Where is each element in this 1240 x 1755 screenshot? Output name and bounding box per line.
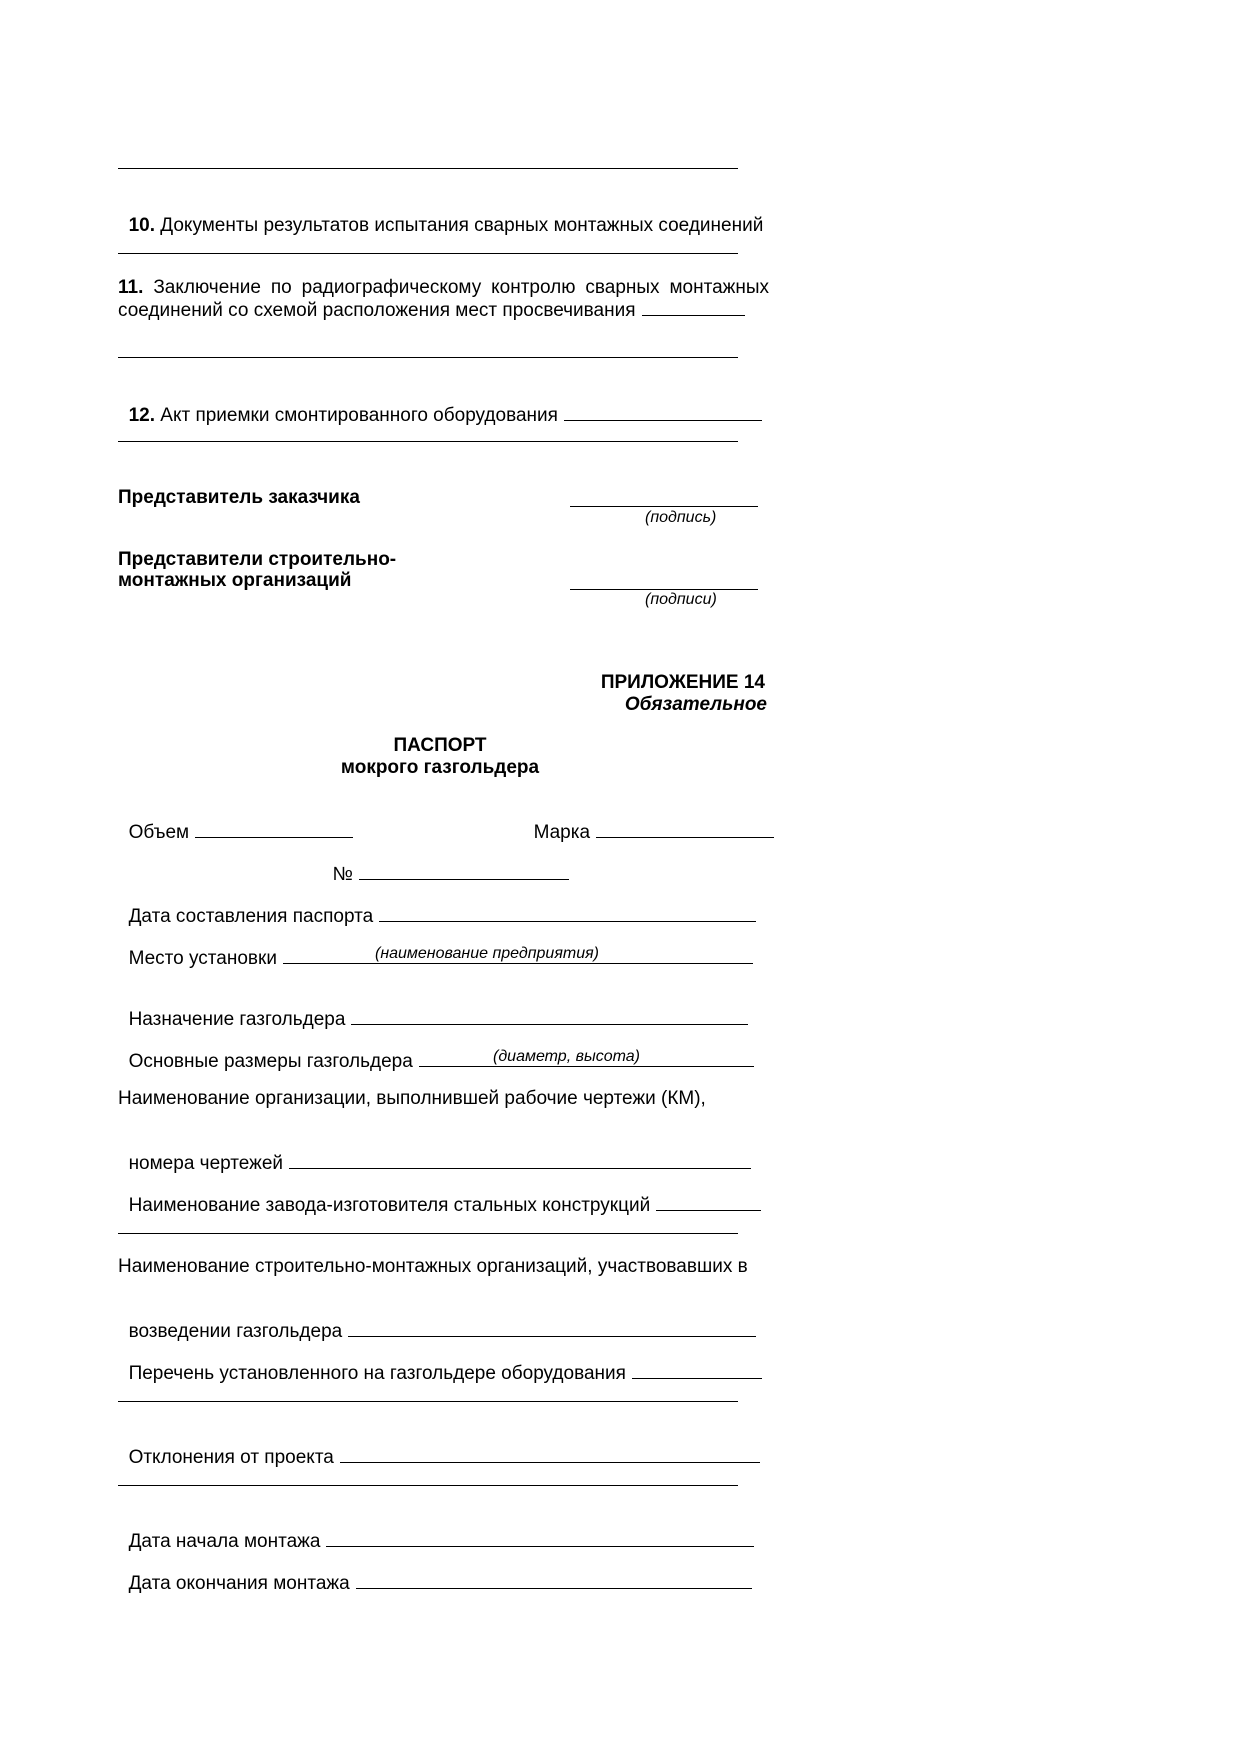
purpose-input[interactable]	[351, 1008, 748, 1025]
signature-line[interactable]	[570, 589, 758, 590]
brand-field	[523, 799, 774, 844]
builders-rep-label-1: Представители строительно-	[118, 549, 397, 570]
deviations-input[interactable]	[340, 1446, 760, 1463]
item-11	[118, 277, 769, 322]
blank-field[interactable]	[564, 404, 762, 421]
end-date-label: Дата окончания монтажа	[128, 1573, 350, 1594]
builders-input[interactable]	[348, 1320, 756, 1337]
builders-label: возведении газгольдера	[128, 1321, 343, 1342]
volume-input[interactable]	[195, 821, 353, 838]
dimensions-hint: (диаметр, высота)	[493, 1048, 640, 1065]
purpose-label: Назначение газгольдера	[128, 1009, 346, 1030]
start-date-input[interactable]	[326, 1530, 754, 1547]
builders-rep-label-2: монтажных организаций	[118, 570, 352, 591]
date-compiled-input[interactable]	[379, 905, 756, 922]
dimensions-label: Основные размеры газгольдера	[128, 1051, 413, 1072]
location-hint: (наименование предприятия)	[375, 945, 599, 962]
blank-line	[118, 1401, 738, 1402]
item-10	[118, 193, 763, 237]
item-12	[118, 382, 762, 427]
drawings-input[interactable]	[289, 1152, 751, 1169]
design-org-line-1: Наименование организации, выполнившей рабочие чертежи (КМ),	[118, 1088, 706, 1109]
volume-field	[118, 799, 353, 844]
blank-line	[118, 253, 738, 254]
item-number: 11.	[118, 277, 144, 298]
item-text: Акт приемки смонтированного оборудования	[160, 405, 558, 426]
equipment-label: Перечень установленного на газгольдере оборудования	[128, 1363, 626, 1384]
blank-line	[118, 357, 738, 358]
end-date-input[interactable]	[356, 1572, 752, 1589]
passport-title: ПАСПОРТ	[393, 735, 487, 756]
item-number: 10.	[128, 215, 155, 236]
date-compiled-label: Дата составления паспорта	[128, 906, 374, 927]
signature-line[interactable]	[570, 506, 758, 507]
purpose-field	[118, 986, 748, 1031]
manufacturer-label: Наименование завода-изготовителя стальных конструкций	[128, 1195, 651, 1216]
number-input[interactable]	[359, 863, 569, 880]
blank-line	[118, 441, 738, 442]
manufacturer-input[interactable]	[656, 1194, 761, 1211]
start-date-field	[118, 1508, 754, 1553]
blank-line	[118, 1485, 738, 1486]
customer-rep-label: Представитель заказчика	[118, 487, 360, 508]
item-number: 12.	[128, 405, 155, 426]
appendix-subtitle: Обязательное	[624, 694, 767, 715]
date-compiled-field	[118, 883, 756, 928]
blank-line	[118, 168, 738, 169]
signature-hint: (подписи)	[645, 591, 717, 608]
blank-line	[118, 1233, 738, 1234]
location-label: Место установки	[128, 948, 277, 969]
number-field	[322, 841, 569, 886]
equipment-field	[118, 1340, 762, 1385]
appendix-title: ПРИЛОЖЕНИЕ 14	[600, 672, 765, 693]
start-date-label: Дата начала монтажа	[128, 1531, 321, 1552]
design-org-label: номера чертежей	[128, 1153, 284, 1174]
builders-field	[118, 1298, 756, 1343]
builders-line-1: Наименование строительно-монтажных организаций, участвовавших в	[118, 1256, 748, 1277]
item-text: Заключение по радиографическому контролю сварных монтажных соединений со схемой расположения мест просвечивания	[118, 277, 770, 321]
equipment-input[interactable]	[632, 1362, 762, 1379]
blank-field[interactable]	[642, 299, 745, 316]
passport-subtitle: мокрого газгольдера	[340, 757, 540, 778]
item-text: Документы результатов испытания сварных монтажных соединений	[160, 215, 764, 236]
brand-label: Марка	[533, 822, 591, 843]
design-org-field	[118, 1130, 751, 1175]
volume-label: Объем	[128, 822, 190, 843]
dimensions-field	[118, 1028, 754, 1073]
brand-input[interactable]	[596, 821, 774, 838]
signature-hint: (подпись)	[645, 509, 717, 526]
end-date-field	[118, 1550, 752, 1595]
deviations-field	[118, 1424, 760, 1469]
deviations-label: Отклонения от проекта	[128, 1447, 334, 1468]
manufacturer-field	[118, 1172, 761, 1217]
number-label: №	[332, 864, 353, 885]
